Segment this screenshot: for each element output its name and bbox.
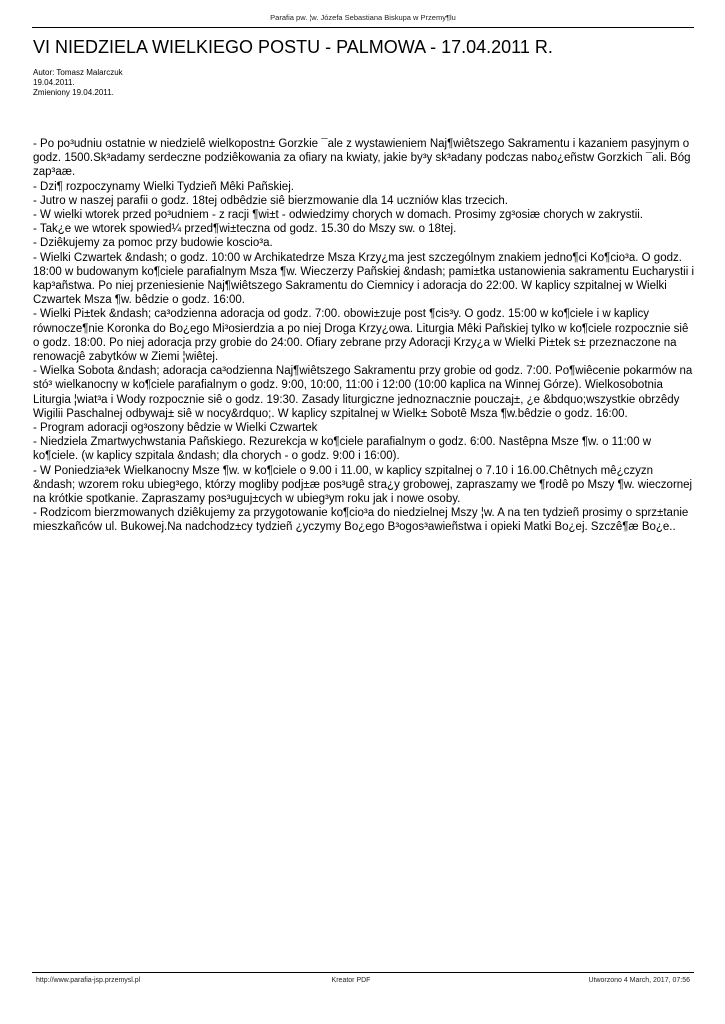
page-header: Parafia pw. ¦w. Józefa Sebastiana Biskupa w Przemy¶lu — [270, 13, 456, 22]
paragraph: - Po po³udniu ostatnie w niedzielê wielkopostn± Gorzkie ¯ale z wystawieniem Naj¶wiêtszego Sakramentu i kazaniem pasyjnym o godz. 1500.Sk³adamy serdeczne podziêkowania za ofiary na kwiaty, jakie by³y sk³adany podczas nabo¿eñstw Gorzkich ¯ali. Bóg zap³aæ. — [33, 138, 691, 179]
article-author: Autor: Tomasz Malarczuk — [33, 68, 123, 77]
article-modified: Zmieniony 19.04.2011. — [33, 88, 114, 97]
paragraph: - W wielki wtorek przed po³udniem - z racji ¶wi±t - odwiedzimy chorych w domach. Prosimy zg³osiæ chorych w zakrystii. — [33, 209, 644, 222]
paragraph: - Niedziela Zmartwychwstania Pañskiego. Rezurekcja w ko¶ciele parafialnym o godz. 6:00. Nastêpna Msze ¶w. o 11:00 w ko¶ciele. (w kaplicy szpitala &ndash; dla chorych - o godz. 9:00 i 16:00). — [33, 436, 652, 463]
paragraph: - Dziêkujemy za pomoc przy budowie koscio³a. — [33, 237, 273, 250]
footer-divider — [32, 972, 694, 973]
header-divider — [32, 27, 694, 28]
paragraph: - Dzi¶ rozpoczynamy Wielki Tydzieñ Mêki Pañskiej. — [33, 180, 294, 193]
paragraph: - Wielka Sobota &ndash; adoracja ca³odzienna Naj¶wiêtszego Sakramentu przy grobie od godz. 7:00. Po¶wiêcenie pokarmów na stó³ wielkanocny w ko¶ciele parafialnym o godz. 9:00, 10:00, 11:00 i 12:00 (10:00 kaplica na Winnej Górze). Wielkosobotnia Liturgia ¦wiat³a i Wody rozpocznie siê o godz. 19:30. Zasady liturgiczne jednoznacznie pouczaj±, ¿e &bdquo;wszystkie obrzêdy Wigilii Paschalnej odbywaj± siê w nocy&rdquo;. W kaplicy szpitalnej w Wielk± Sobotê Msza ¶w.bêdzie o godz. 16:00. — [33, 365, 693, 420]
article-title: VI NIEDZIELA WIELKIEGO POSTU - PALMOWA - 17.04.2011 R. — [33, 37, 553, 57]
footer-created: Utworzono 4 March, 2017, 07:56 — [588, 977, 690, 984]
footer-url: http://www.parafia-jsp.przemysl.pl — [36, 977, 141, 984]
paragraph: - Program adoracji og³oszony bêdzie w Wielki Czwartek — [33, 422, 318, 435]
article-body — [33, 137, 695, 535]
footer-generator: Kreator PDF — [331, 977, 371, 984]
paragraph: - Rodzicom bierzmowanych dziêkujemy za przygotowanie ko¶cio³a do niedzielnej Mszy ¦w. A na ten tydzieñ prosimy o sprz±tanie mieszkañców ul. Bukowej.Na nadchodz±cy tydzieñ ¿yczymy Bo¿ego B³ogos³awieñstwa i opieki Matki Bo¿ej. Szczê¶æ Bo¿e.. — [33, 507, 689, 534]
article-date: 19.04.2011. — [33, 78, 75, 87]
paragraph: - Wielki Czwartek &ndash; o godz. 10:00 w Archikatedrze Msza Krzy¿ma jest szczególnym znakiem jedno¶ci Ko¶cio³a. O godz. 18:00 w budowanym ko¶ciele parafialnym Msza ¶w. Wieczerzy Pañskiej &ndash; pami±tka ustanowienia sakramentu Eucharystii i kap³añstwa. Po niej przeniesienie Naj¶wiêtszego Sakramentu do Ciemnicy i adoracja do 22:00. W kaplicy szpitalnej w Wielki Czwartek Msza ¶w. bêdzie o godz. 16:00. — [33, 251, 695, 307]
paragraph: - W Poniedzia³ek Wielkanocny Msze ¶w. w ko¶ciele o 9.00 i 11.00, w kaplicy szpitalnej o 7.10 i 16.00.Chêtnych mê¿czyzn &ndash; wzorem roku ubieg³ego, którzy mogliby podj±æ pos³ugê stra¿y grobowej, zapraszamy we ¶rodê po Mszy ¶w. wieczornej na krótkie spotkanie. Zapraszamy pos³uguj±cych w ubieg³ym roku jak i nowe osoby. — [33, 464, 693, 506]
paragraph: - Jutro w naszej parafii o godz. 18tej odbêdzie siê bierzmowanie dla 14 uczniów klas trzecich. — [33, 194, 508, 207]
article-meta — [33, 68, 123, 98]
paragraph: - Wielki Pi±tek &ndash; ca³odzienna adoracja od godz. 7:00. obowi±zuje post ¶cis³y. O godz. 15:00 w ko¶ciele i w kaplicy równocze¶nie Koronka do Bo¿ego Mi³osierdzia a po niej Droga Krzy¿owa. Liturgia Mêki Pañskiej tylko w ko¶ciele rozpocznie siê o godz. 18:00. Po niej adoracja przy grobie do 24:00. Ofiary zebrane przy Adoracji Krzy¿a w Wielki Pi±tek s± przeznaczone na renowacjê zabytków w Ziemi ¦wiêtej. — [33, 308, 689, 364]
paragraph: - Tak¿e we wtorek spowied¼ przed¶wi±teczna od godz. 15.30 do Mszy sw. o 18tej. — [33, 223, 457, 236]
